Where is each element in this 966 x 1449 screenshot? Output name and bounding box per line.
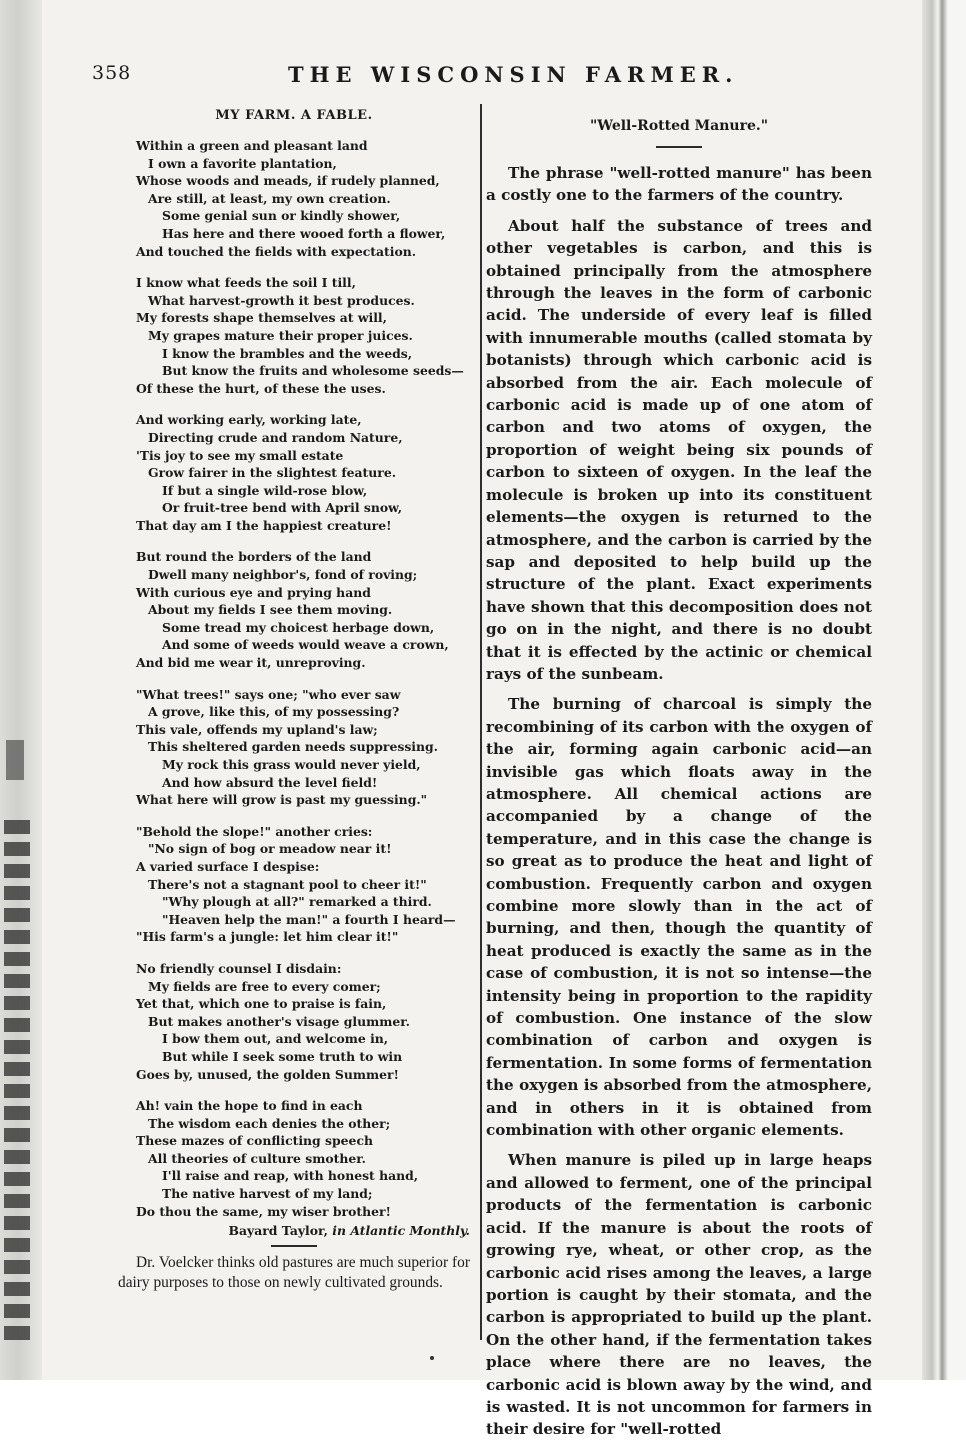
poem-line: 'Tis joy to see my small estate	[136, 447, 344, 463]
poem-line: "What trees!" says one; "who ever saw	[136, 686, 401, 702]
page-right-edge	[922, 0, 966, 1380]
poem-line: A grove, like this, of my possessing?	[148, 704, 400, 720]
poem-title: MY FARM. A FABLE.	[215, 108, 373, 123]
poem-line: And working early, working late,	[136, 412, 362, 428]
poem-line: With curious eye and prying hand	[136, 584, 371, 600]
page-header	[92, 58, 882, 90]
voelcker-note: Dr. Voelcker thinks old pastures are much superior for dairy purposes to those on newly cultivated grounds.	[118, 1254, 470, 1291]
section-rule	[271, 1245, 317, 1247]
poem-stanza	[118, 274, 470, 397]
poem-line: No friendly counsel I disdain:	[136, 960, 342, 976]
poem-line: Goes by, unused, the golden Summer!	[136, 1066, 399, 1082]
poem-attribution	[118, 1222, 470, 1239]
poem-line: Has here and there wooed forth a flower,	[162, 225, 446, 241]
poem-line: My forests shape themselves at will,	[136, 310, 387, 326]
poem-line: Or fruit-tree bend with April snow,	[162, 500, 403, 516]
poem-line: Some genial sun or kindly shower,	[162, 208, 401, 224]
poem-stanza	[118, 686, 470, 809]
poem-line: Dwell many neighbor's, fond of roving;	[148, 567, 418, 583]
poem-line: Grow fairer in the slightest feature.	[148, 465, 397, 481]
poem-author: Bayard Taylor,	[228, 1223, 328, 1239]
poem-line: "His farm's a jungle: let him clear it!"	[136, 929, 399, 945]
poem-stanza	[118, 411, 470, 534]
poem-line: And some of weeds would weave a crown,	[162, 637, 449, 653]
poem-line: My fields are free to every comer;	[148, 978, 381, 994]
poem-line: But round the borders of the land	[136, 549, 372, 565]
article-body	[486, 162, 872, 1441]
library-stamp-text	[4, 820, 30, 1340]
poem-line: What harvest-growth it best produces.	[148, 292, 415, 308]
poem-line: Yet that, which one to praise is fain,	[136, 996, 387, 1012]
library-stamp-mark	[6, 740, 24, 780]
poem-line: This vale, offends my upland's law;	[136, 721, 378, 737]
poem-line: My rock this grass would never yield,	[162, 757, 421, 772]
journal-title: THE WISCONSIN FARMER.	[288, 62, 739, 87]
article-title: "Well-Rotted Manure."	[589, 118, 769, 134]
poem-line: Ah! vain the hope to find in each	[136, 1098, 363, 1114]
poem-line: I know the brambles and the weeds,	[162, 345, 413, 361]
poem-line: The wisdom each denies the other;	[148, 1115, 391, 1131]
poem-line: "No sign of bog or meadow near it!	[148, 841, 392, 857]
poem-stanza	[118, 1097, 470, 1220]
poem-source: in Atlantic Monthly.	[332, 1223, 470, 1239]
poem-line: The native harvest of my land;	[162, 1186, 373, 1202]
poem-line: These mazes of conflicting speech	[136, 1133, 373, 1149]
poem-line: I bow them out, and welcome in,	[162, 1031, 389, 1047]
poem-line: Of these the hurt, of these the uses.	[136, 380, 386, 396]
poem-stanza	[118, 960, 470, 1083]
poem-line: This sheltered garden needs suppressing.	[148, 739, 438, 755]
left-column	[118, 108, 470, 1292]
poem-body	[118, 137, 470, 1220]
poem-line: If but a single wild-rose blow,	[162, 482, 368, 498]
poem-line: "Behold the slope!" another cries:	[136, 823, 373, 839]
article-paragraph: About half the substance of trees and other vegetables is carbon, and this is obtained principally from the atmosphere through the leaves in the form of carbonic acid. The underside of every leaf is filled with innumerable mouths (called stomata by botanists) through which carbonic acid is absorbed from the air. Each molecule of carbonic acid is made up of one atom of carbon and two atoms of oxygen, the proportion of weight being six pounds of carbon to sixteen of oxygen. In the leaf the molecule is broken up into its constituent elements—the oxygen is returned to the atmosphere, and the carbon is carried by the sap and deposited to help build up the structure of the plant. Exact experiments have shown that this decomposition does not go on in the night, and there is no doubt that it is effected by the actinic or chemical rays of the sunbeam.	[486, 216, 872, 683]
poem-line: But know the fruits and wholesome seeds—	[162, 363, 464, 379]
poem-line: About my fields I see them moving.	[148, 602, 393, 618]
poem-line: I'll raise and reap, with honest hand,	[162, 1168, 419, 1184]
article-title-rule	[656, 146, 702, 148]
poem-line: "Why plough at all?" remarked a third.	[162, 894, 432, 910]
poem-line: And how absurd the level field!	[162, 774, 378, 790]
poem-line: All theories of culture smother.	[148, 1150, 366, 1166]
poem-line: Some tread my choicest herbage down,	[162, 619, 435, 635]
poem-line: But makes another's visage glummer.	[148, 1013, 410, 1029]
poem-line: My grapes mature their proper juices.	[148, 327, 413, 343]
poem-line: Are still, at least, my own creation.	[148, 190, 391, 206]
poem-line: What here will grow is past my guessing."	[136, 792, 428, 808]
poem-line: I own a favorite plantation,	[148, 155, 337, 171]
poem-line: There's not a stagnant pool to cheer it!"	[148, 876, 427, 892]
page-speck	[430, 1356, 434, 1360]
page-binding-edge	[0, 0, 42, 1380]
poem-line: That day am I the happiest creature!	[136, 517, 392, 533]
poem-line: "Heaven help the man!" a fourth I heard—	[162, 911, 456, 927]
poem-stanza	[118, 823, 470, 946]
poem-line: Directing crude and random Nature,	[148, 429, 403, 445]
poem-line: Whose woods and meads, if rudely planned,	[136, 173, 440, 189]
poem-line: And touched the fields with expectation.	[136, 243, 417, 259]
poem-stanza	[118, 137, 470, 260]
article-paragraph: The burning of charcoal is simply the recombining of its carbon with the oxygen of the air, forming again carbonic acid—an invisible gas which floats away in the atmosphere. All chemical actions are accompanied by a change of the temperature, and in this case the change is so great as to produce the heat and light of combustion. Frequently carbon and oxygen combine more slowly than in the act of burning, and then, though the quantity of heat produced is exactly the same as in the case of combustion, it is not so intense—the intensity being in proportion to the rapidity of combustion. One instance of the slow combination of carbon and oxygen is fermentation. In some forms of fermentation the oxygen is absorbed from the atmosphere, and in others in it is obtained from combination with other organic elements.	[486, 695, 872, 1140]
poem-line: Do thou the same, my wiser brother!	[136, 1203, 391, 1219]
poem-line: But while I seek some truth to win	[162, 1048, 403, 1064]
article-paragraph: The phrase "well-rotted manure" has been a costly one to the farmers of the country.	[486, 164, 872, 205]
poem-line: And bid me wear it, unreproving.	[136, 655, 366, 671]
page-number: 358	[92, 62, 132, 84]
poem-stanza	[118, 548, 470, 671]
poem-line: Within a green and pleasant land	[136, 138, 368, 153]
column-divider	[480, 104, 482, 1340]
right-column	[486, 108, 872, 1449]
poem-line: I know what feeds the soil I till,	[136, 275, 356, 291]
poem-line: A varied surface I despise:	[136, 858, 320, 874]
article-paragraph: When manure is piled up in large heaps and allowed to ferment, one of the principal products of the fermentation is carbonic acid. If the manure is about the roots of growing rye, wheat, or other crop, as the carbonic acid rises among the leaves, a large portion is caught by their stomata, and the carbon is appropriated to build up the plant. On the other hand, if the fermentation takes place where there are no leaves, the carbonic acid is blown away by the wind, and is wasted. It is not uncommon for farmers in their desire for "well-rotted	[486, 1151, 872, 1439]
